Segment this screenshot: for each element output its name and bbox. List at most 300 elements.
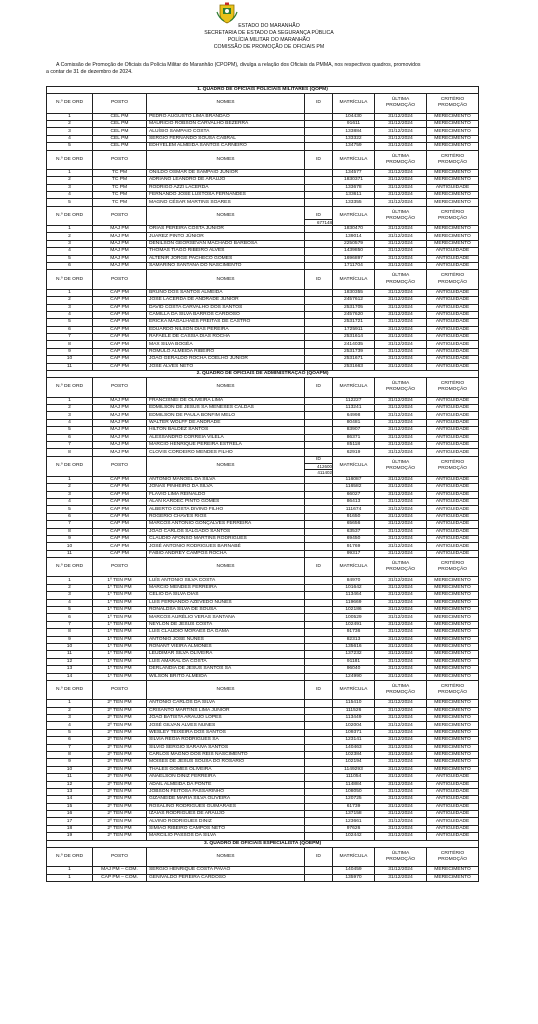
table-row [47,484,479,491]
registration-number: 2531614 [333,334,375,341]
registration-number: 69450 [333,535,375,542]
rank: 2º TEN PM [93,744,147,751]
registration-number: 2250579 [333,240,375,247]
rank: 1º TEN PM [93,658,147,665]
officer-name: MARCOS ANTONIO GONÇALVES FERREIRA [147,521,305,528]
promotion-criterion: ANTIGUIDADE [427,550,479,557]
id-cell [305,707,333,714]
ord-number: 2 [47,584,93,591]
ord-number: 6 [47,263,93,270]
last-promotion-date: 31/12/2024 [375,304,427,311]
id-cell [305,867,333,874]
id-note: 411402 [305,469,332,476]
ord-number: 11 [47,774,93,781]
ord-number: 4 [47,722,93,729]
criterio-label-line2: PROMOÇÃO [438,857,468,863]
last-promotion-date: 31/12/2024 [375,199,427,206]
ord-number: 7 [47,441,93,448]
col-matricula-header: MATRÍCULA [333,378,375,397]
id-cell [305,621,333,628]
header-police: POLÍCIA MILITAR DO MARANHÃO [227,37,311,43]
officer-name: EDHYELEM ALMEIDA SANTOS CARNEIRO [147,143,305,150]
id-cell [305,441,333,448]
promotion-criterion: ANTIGUIDADE [427,289,479,296]
ord-number: 5 [47,319,93,326]
table-row [47,729,479,736]
col-ord-header: N.º DE ORD [47,558,93,577]
officer-name: THOMAS TIAGO RIBEIRO ALVES [147,248,305,255]
last-promotion-date: 31/12/2024 [375,240,427,247]
promotion-criterion: MERECIMENTO [427,621,479,628]
column-header-row [47,94,479,113]
ord-number: 11 [47,550,93,557]
col-criterio-header [427,847,479,866]
table-row [47,607,479,614]
table-row [47,341,479,348]
ord-number: 4 [47,135,93,142]
col-ultima-header [375,150,427,169]
officer-name: JOSÉ ALVES NETO [147,363,305,370]
criterio-label-line2: PROMOÇÃO [438,387,468,393]
criterio-label-line1: CRITÉRIO [440,460,465,466]
promotion-criterion: ANTIGUIDADE [427,297,479,304]
rank: MAJ PM [93,434,147,441]
table-row [47,629,479,636]
rank: 2º TEN PM [93,788,147,795]
rank: CAP PM [93,311,147,318]
promotion-criterion: ANTIGUIDADE [427,334,479,341]
col-ultima-header [375,206,427,225]
criterio-label-line1: CRITÉRIO [440,97,465,103]
rank: 1º TEN PM [93,607,147,614]
rank: 2º TEN PM [93,722,147,729]
col-id-header: ID [305,270,333,289]
registration-number: 1830470 [333,226,375,233]
ord-number: 2 [47,120,93,127]
promotion-criterion: MERECIMENTO [427,177,479,184]
registration-number: 2457612 [333,297,375,304]
id-cell [305,341,333,348]
registration-number: 91769 [333,543,375,550]
ord-number: 5 [47,729,93,736]
rank: 2º TEN PM [93,774,147,781]
officer-name: LUÍS FERNANDO AZEVEDO NUNES [147,599,305,606]
registration-number: 140463 [333,744,375,751]
registration-number: 82313 [333,636,375,643]
registration-number: 1830371 [333,177,375,184]
registration-number: 113449 [333,714,375,721]
ord-number: 13 [47,788,93,795]
table-row [47,796,479,803]
officer-name: SILVIA RÉGIA RODRIGUES SÁ [147,737,305,744]
col-ultima-header [375,270,427,289]
id-cell [305,774,333,781]
table-row [47,412,479,419]
rank: CAP PM [93,348,147,355]
id-cell [305,751,333,758]
last-promotion-date: 31/12/2024 [375,143,427,150]
promotion-criterion: ANTIGUIDADE [427,506,479,513]
table-row [47,334,479,341]
table-row [47,169,479,176]
promotion-criterion: ANTIGUIDADE [427,255,479,262]
last-promotion-date: 31/12/2024 [375,550,427,557]
registration-number: 111526 [333,707,375,714]
table-row [47,592,479,599]
last-promotion-date: 31/12/2024 [375,651,427,658]
officer-name: ADRIANO LEANDRO DE ARAÚJO [147,177,305,184]
table-row [47,319,479,326]
ultima-label-line2: PROMOÇÃO [385,567,416,573]
id-cell [305,666,333,673]
officer-name: ANAELSON DINIZ FERREIRA [147,774,305,781]
registration-number: 102004 [333,722,375,729]
table-row [47,577,479,584]
criterio-label-line1: CRITÉRIO [440,209,465,215]
id-cell [305,781,333,788]
col-criterio-header [427,456,479,476]
last-promotion-date: 31/12/2024 [375,177,427,184]
promotion-criterion: MERECIMENTO [427,240,479,247]
id-cell [305,874,333,881]
col-criterio-header [427,150,479,169]
id-cell [305,744,333,751]
promotion-criterion: MERECIMENTO [427,599,479,606]
id-cell [305,543,333,550]
col-id-label: ID [316,456,321,462]
ord-number: 3 [47,491,93,498]
registration-number: 1711704 [333,263,375,270]
id-cell [305,135,333,142]
id-cell [305,484,333,491]
rank: 1º TEN PM [93,636,147,643]
id-cell [305,513,333,520]
ord-number: 15 [47,803,93,810]
rank: 2º TEN PM [93,729,147,736]
id-cell [305,528,333,535]
table-row [47,311,479,318]
criterio-label-line1: CRITÉRIO [440,273,465,279]
col-matricula-header: MATRÍCULA [333,206,375,225]
table-row [47,666,479,673]
registration-number: 135970 [333,874,375,881]
promotion-criterion: ANTIGUIDADE [427,818,479,825]
table-row [47,199,479,206]
rank: CAP PM [93,521,147,528]
officer-name: CLOVIS CORDEIRO MENDES FILHO [147,449,305,456]
officer-name: ADAIL ALMEIDA DA PONTE [147,781,305,788]
col-ord-header: N.º DE ORD [47,150,93,169]
last-promotion-date: 31/12/2024 [375,120,427,127]
id-cell [305,803,333,810]
ultima-label-line1: ÚLTIMA [391,209,410,215]
table-row [47,120,479,127]
registration-number: 135616 [333,643,375,650]
officer-name: WALTER WOLFF DE ANDRADE [147,419,305,426]
officer-name: MAX SILVA BOGÉA [147,341,305,348]
officer-name: MARCILIO PASSOS DA SILVA [147,833,305,840]
last-promotion-date: 31/12/2024 [375,528,427,535]
last-promotion-date: 31/12/2024 [375,577,427,584]
col-posto-header: POSTO [93,206,147,225]
id-cell [305,714,333,721]
ord-number: 2 [47,297,93,304]
table-row [47,658,479,665]
ord-number: 4 [47,499,93,506]
last-promotion-date: 31/12/2024 [375,803,427,810]
col-criterio-header [427,680,479,699]
header-secretariat: SECRETARIA DE ESTADO DA SEGURANÇA PÚBLICA [204,30,334,36]
last-promotion-date: 31/12/2024 [375,607,427,614]
registration-number: 109371 [333,729,375,736]
col-ultima-header [375,558,427,577]
rank: CEL PM [93,113,147,120]
table-row [47,491,479,498]
id-cell [305,651,333,658]
ultima-label-line2: PROMOÇÃO [385,103,416,109]
promotion-criterion: ANTIGUIDADE [427,326,479,333]
registration-number: 1439850 [333,248,375,255]
promotion-criterion: ANTIGUIDADE [427,796,479,803]
rank: CAP PM [93,484,147,491]
ord-number: 9 [47,636,93,643]
rank: MAJ PM [93,419,147,426]
ord-number: 3 [47,412,93,419]
col-posto-header: POSTO [93,558,147,577]
col-ord-header: N.º DE ORD [47,94,93,113]
registration-number: 1830355 [333,289,375,296]
col-nomes-header: NOMES [147,847,305,866]
col-id-header [305,206,333,225]
promotion-criterion: ANTIGUIDADE [427,397,479,404]
table-row [47,867,479,874]
officer-name: JOSÉ LACERDA DE ANDRADE JUNIOR [147,297,305,304]
id-cell [305,128,333,135]
last-promotion-date: 31/12/2024 [375,449,427,456]
col-criterio-header [427,378,479,397]
registration-number: 119669 [333,599,375,606]
last-promotion-date: 31/12/2024 [375,169,427,176]
promotion-criterion: MERECIMENTO [427,744,479,751]
ord-number: 3 [47,592,93,599]
promotion-criterion: ANTIGUIDADE [427,304,479,311]
id-cell [305,700,333,707]
ultima-label-line2: PROMOÇÃO [385,690,416,696]
last-promotion-date: 31/12/2024 [375,643,427,650]
col-ord-header: N.º DE ORD [47,206,93,225]
ord-number: 4 [47,599,93,606]
col-ultima-header [375,847,427,866]
last-promotion-date: 31/12/2024 [375,226,427,233]
last-promotion-date: 31/12/2024 [375,192,427,199]
id-cell [305,297,333,304]
col-nomes-header: NOMES [147,378,305,397]
rank: 1º TEN PM [93,673,147,680]
rank: 2º TEN PM [93,833,147,840]
id-cell [305,636,333,643]
rank: MAJ PM [93,226,147,233]
criterio-label-line2: PROMOÇÃO [438,466,468,472]
col-nomes-header: NOMES [147,150,305,169]
last-promotion-date: 31/12/2024 [375,348,427,355]
ultima-label-line1: ÚLTIMA [391,460,410,466]
col-nomes-header: NOMES [147,456,305,476]
col-ord-header: N.º DE ORD [47,456,93,476]
rank: 2º TEN PM [93,803,147,810]
promotion-criterion: MERECIMENTO [427,707,479,714]
rank: MAJ PM – COM. [93,867,147,874]
table-row [47,636,479,643]
last-promotion-date: 31/12/2024 [375,744,427,751]
table-row [47,427,479,434]
officer-name: IZAIAS RODRIGUES DE ARAÚJO [147,811,305,818]
id-cell [305,550,333,557]
last-promotion-date: 31/12/2024 [375,774,427,781]
ord-number: 5 [47,506,93,513]
id-cell [305,177,333,184]
promotion-criterion: ANTIGUIDADE [427,311,479,318]
table-row [47,192,479,199]
last-promotion-date: 31/12/2024 [375,621,427,628]
rank: TC PM [93,169,147,176]
table-row [47,744,479,751]
registration-number: 124990 [333,673,375,680]
id-cell [305,143,333,150]
table-row [47,521,479,528]
rank: 1º TEN PM [93,599,147,606]
id-cell [305,788,333,795]
ultima-label-line2: PROMOÇÃO [385,279,416,285]
ord-number: 3 [47,304,93,311]
rank: CEL PM [93,143,147,150]
table-row [47,248,479,255]
registration-number: 84970 [333,577,375,584]
last-promotion-date: 31/12/2024 [375,297,427,304]
registration-number: 120725 [333,796,375,803]
table-row [47,833,479,840]
ord-number: 5 [47,143,93,150]
table-row [47,614,479,621]
registration-number: 102442 [333,833,375,840]
officer-name: MOISÉS DE JESUS SOUSA DO ROSÁRIO [147,759,305,766]
promotion-criterion: MERECIMENTO [427,584,479,591]
ord-number: 17 [47,818,93,825]
table-row [47,788,479,795]
last-promotion-date: 31/12/2024 [375,248,427,255]
registration-number: 133611 [333,192,375,199]
rank: 1º TEN PM [93,592,147,599]
ord-number: 9 [47,759,93,766]
col-posto-header: POSTO [93,94,147,113]
ord-number: 13 [47,666,93,673]
ultima-label-line1: ÚLTIMA [391,273,410,279]
rank: 1º TEN PM [93,577,147,584]
last-promotion-date: 31/12/2024 [375,434,427,441]
id-cell [305,255,333,262]
id-cell [305,434,333,441]
registration-number: 91611 [333,120,375,127]
ord-number: 3 [47,714,93,721]
promotion-criterion: MERECIMENTO [427,192,479,199]
rank: 2º TEN PM [93,796,147,803]
table-row [47,434,479,441]
officer-name: ALBERTO COSTA DIVINO FILHO [147,506,305,513]
col-ultima-header [375,680,427,699]
section-title-row [47,840,479,847]
registration-number: 104430 [333,113,375,120]
officer-name: ROGÉRIO CHAVES RIOS [147,513,305,520]
criterio-label-line1: CRITÉRIO [440,850,465,856]
officer-name: NEYLON DE JESUS COSTA [147,621,305,628]
officer-name: SÉRGIO FERNANDO SOUSA CABRAL [147,135,305,142]
promotion-criterion: MERECIMENTO [427,673,479,680]
ultima-label-line1: ÚLTIMA [391,153,410,159]
ord-number: 3 [47,128,93,135]
officer-name: LUÍS ANTONIO SILVA COSTA [147,577,305,584]
id-cell [305,263,333,270]
id-cell [305,226,333,233]
promotion-criterion: ANTIGUIDADE [427,535,479,542]
officer-name: DAVID COSTA CARVALHO DOS SANTOS [147,304,305,311]
table-row [47,449,479,456]
officer-name: SILVIO SÉRGIO SARAIVA SANTOS [147,744,305,751]
rank: MAJ PM [93,263,147,270]
id-cell [305,248,333,255]
id-cell [305,658,333,665]
id-cell [305,427,333,434]
col-nomes-header: NOMES [147,270,305,289]
col-posto-header: POSTO [93,456,147,476]
rank: 2º TEN PM [93,759,147,766]
section-title-row [47,87,479,94]
table-row [47,811,479,818]
promotion-criterion: MERECIMENTO [427,722,479,729]
ultima-label-line2: PROMOÇÃO [385,466,416,472]
last-promotion-date: 31/12/2024 [375,319,427,326]
col-id-header: ID [305,378,333,397]
ord-number: 7 [47,744,93,751]
promotion-criterion: ANTIGUIDADE [427,476,479,483]
ord-number: 8 [47,629,93,636]
table-row [47,304,479,311]
ord-number: 10 [47,643,93,650]
id-cell [305,592,333,599]
table-row [47,397,479,404]
last-promotion-date: 31/12/2024 [375,796,427,803]
officer-name: EDUARDO NILSON DIAS PEREIRA [147,326,305,333]
promotion-criterion: ANTIGUIDADE [427,513,479,520]
rank: CAP PM [93,535,147,542]
promotion-criterion: ANTIGUIDADE [427,427,479,434]
col-nomes-header: NOMES [147,680,305,699]
id-cell [305,169,333,176]
ord-number: 8 [47,341,93,348]
registration-number: 123141 [333,737,375,744]
col-nomes-header: NOMES [147,558,305,577]
officer-name: RONALDSA SILVA DE SOUSA [147,607,305,614]
promotion-criterion: ANTIGUIDADE [427,788,479,795]
id-note: 677148 [305,219,332,226]
rank: 1º TEN PM [93,629,147,636]
col-matricula-header: MATRÍCULA [333,847,375,866]
ord-number: 7 [47,621,93,628]
col-posto-header: POSTO [93,270,147,289]
ord-number: 1 [47,169,93,176]
officer-name: ORIAS PEREIRA COSTA JÚNIOR [147,226,305,233]
table-row [47,781,479,788]
table-row [47,405,479,412]
officer-name: SÉRGIO HENRIQUE COSTA PAVÃO [147,867,305,874]
